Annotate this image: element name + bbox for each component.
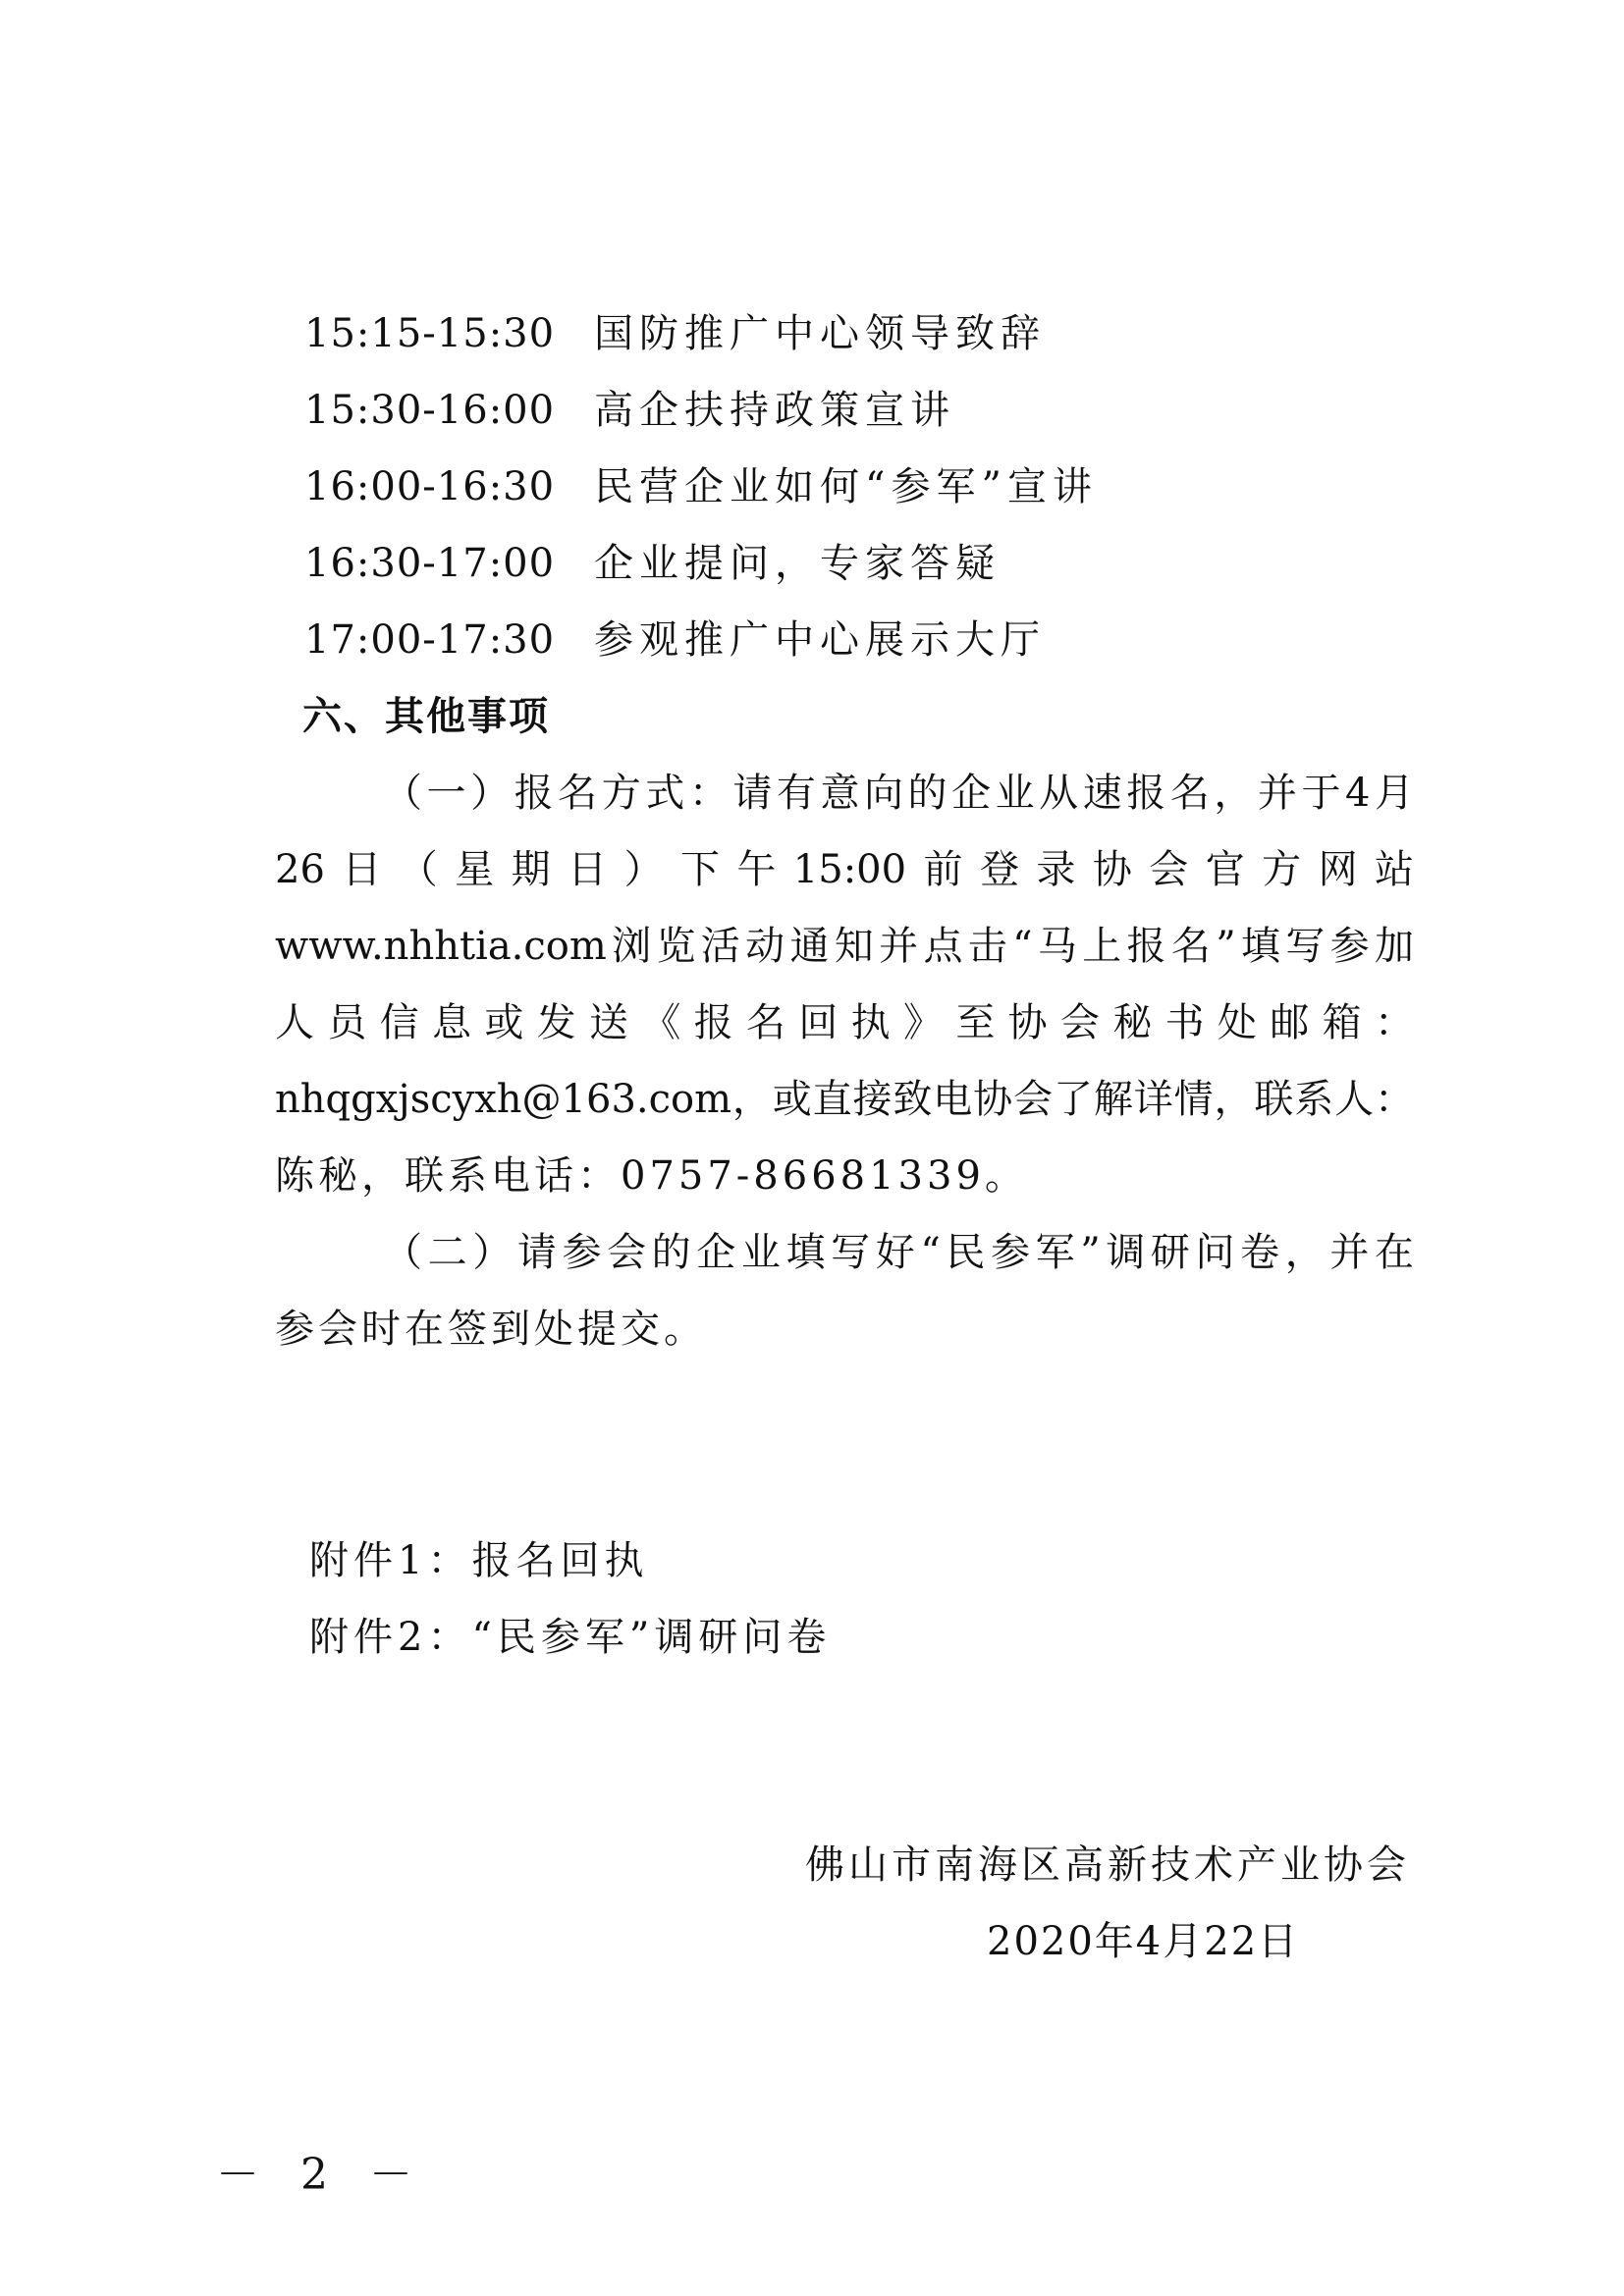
page-number: － 2 － (216, 2150, 426, 2200)
signature-date: 2020年4月22日 (987, 1919, 1300, 1964)
schedule-time: 15:30-16:00 (304, 388, 556, 433)
paragraph-line: 参会时在签到处提交。 (275, 1307, 707, 1352)
paragraph-line: （一）报名方式：请有意向的企业从速报名，并于4月 (383, 771, 1414, 816)
paragraph-line: 人员信息或发送《报名回执》至协会秘书处邮箱： (275, 1000, 1414, 1045)
schedule-item: 企业提问，专家答疑 (594, 541, 1001, 586)
schedule-item: 国防推广中心领导致辞 (594, 311, 1046, 356)
schedule-time: 15:15-15:30 (304, 311, 556, 356)
schedule-item: 参观推广中心展示大厅 (594, 617, 1046, 663)
attachment-item: 附件2：“民参军”调研问卷 (309, 1615, 832, 1660)
signature-organization: 佛山市南海区高新技术产业协会 (805, 1842, 1410, 1888)
schedule-time: 17:00-17:30 (304, 617, 556, 663)
website-line: www.nhhtia.com浏览活动通知并点击“马上报名”填写参加 (275, 924, 1414, 969)
paragraph-line: （二）请参会的企业填写好“民参军”调研问卷，并在 (383, 1230, 1414, 1275)
schedule-item: 高企扶持政策宣讲 (594, 388, 955, 433)
schedule-time: 16:30-17:00 (304, 541, 556, 586)
attachment-item: 附件1：报名回执 (309, 1538, 649, 1583)
paragraph-line: 26日（星期日）下午15:00前登录协会官方网站 (275, 847, 1414, 892)
schedule-item: 民营企业如何“参军”宣讲 (594, 464, 1098, 509)
email-line: nhqgxjscyxh@163.com，或直接致电协会了解详情，联系人： (275, 1077, 1414, 1122)
schedule-time: 16:00-16:30 (304, 464, 556, 509)
contact-line: 陈秘，联系电话：0757-86681339。 (275, 1153, 1028, 1199)
section-heading: 六、其他事项 (302, 694, 550, 739)
